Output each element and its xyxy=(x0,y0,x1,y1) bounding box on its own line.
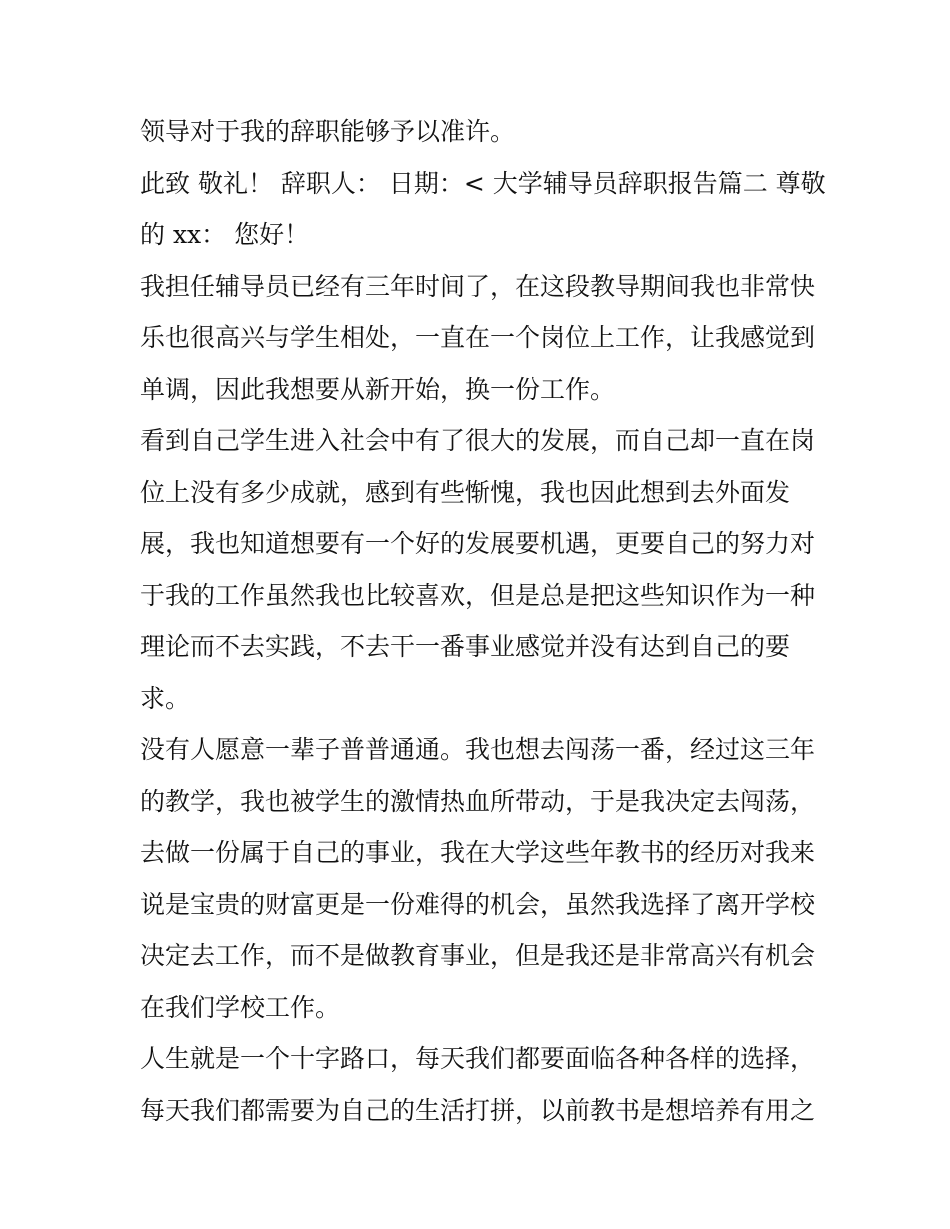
text-line: 去做一份属于自己的事业，我在大学这些年教书的经历对我来 xyxy=(140,838,816,867)
text-line: 求。 xyxy=(140,683,191,713)
text-line: 没有人愿意一辈子普普通通。我也想去闯荡一番，经过这三年 xyxy=(140,735,816,764)
text-line: 领导对于我的辞职能够予以准许。 xyxy=(140,117,516,146)
text-line: 单调，因此我想要从新开始，换一份工作。 xyxy=(140,374,616,404)
text-line: 乐也很高兴与学生相处，一直在一个岗位上工作，让我感觉到 xyxy=(140,323,816,352)
text-line: 人生就是一个十字路口，每天我们都要面临各种各样的选择， xyxy=(140,1044,816,1073)
text-line: 决定去工作，而不是做教育事业，但是我还是非常高兴有机会 xyxy=(140,941,816,970)
text-line: 在我们学校工作。 xyxy=(140,992,341,1022)
text-line: 的教学，我也被学生的激情热血所带动，于是我决定去闯荡， xyxy=(140,786,816,816)
body-text xyxy=(140,106,830,1136)
text-line: 我担任辅导员已经有三年时间了，在这段教导期间我也非常快 xyxy=(140,271,816,301)
text-line: 理论而不去实践，不去干一番事业感觉并没有达到自己的要 xyxy=(140,632,791,661)
text-line: 此致 敬礼！ 辞职人： 日期：< 大学辅导员辞职报告篇二 尊敬 xyxy=(140,168,826,198)
text-line: 展，我也知道想要有一个好的发展要机遇，更要自己的努力对 xyxy=(140,529,816,558)
text-line: 说是宝贵的财富更是一份难得的机会，虽然我选择了离开学校 xyxy=(140,889,816,919)
text-line: 位上没有多少成就，感到有些惭愧，我也因此想到去外面发 xyxy=(140,477,791,507)
text-line: 于我的工作虽然我也比较喜欢，但是总是把这些知识作为一种 xyxy=(140,580,816,610)
text-line: 每天我们都需要为自己的生活打拼，以前教书是想培养有用之 xyxy=(140,1095,816,1125)
text-line: 看到自己学生进入社会中有了很大的发展，而自己却一直在岗 xyxy=(140,426,816,455)
text-line: 的 xx： 您好！ xyxy=(140,220,310,249)
